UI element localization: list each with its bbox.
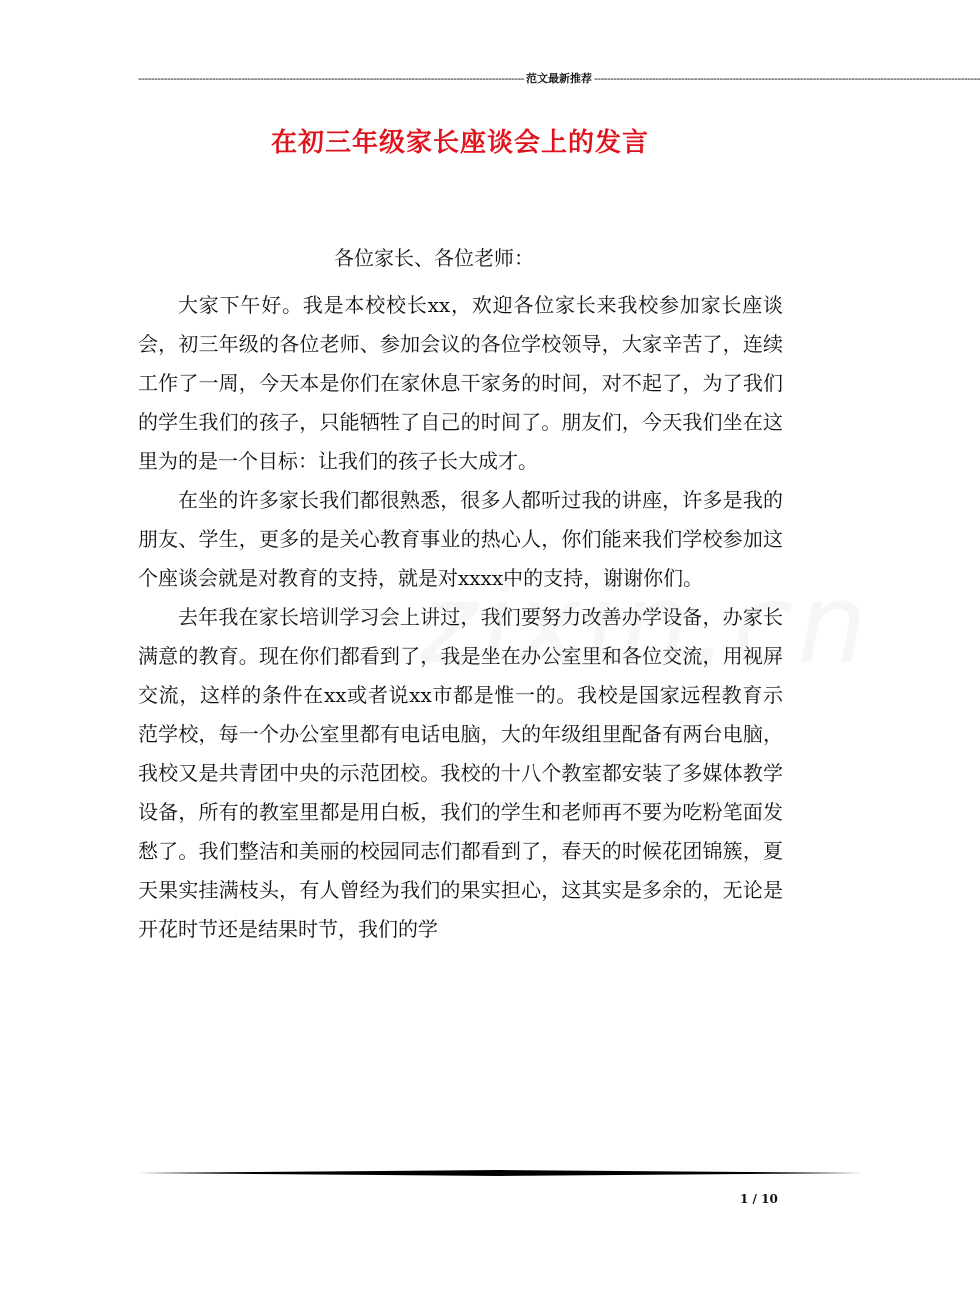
salutation: 各位家长、各位老师： — [334, 246, 534, 270]
document-title: 在初三年级家长座谈会上的发言 — [270, 128, 649, 158]
footer-rule — [138, 1170, 863, 1176]
document-body — [138, 286, 783, 949]
footer-rule-line — [138, 1170, 863, 1176]
paragraph: 大家下午好。我是本校校长xx，欢迎各位家长来我校参加家长座谈会，初三年级的各位老师、参加会议的各位学校领导，大家辛苦了，连续工作了一周，今天本是你们在家休息干家务的时间，对不起了，为了我们的学生我们的孩子，只能牺牲了自己的时间了。朋友们，今天我们坐在这里为的是一个目标：让我们的孩子长大成才。 — [138, 293, 783, 473]
page-number: 1 / 10 — [740, 1192, 778, 1206]
header-label: 范文最新推荐 — [526, 72, 593, 85]
header-rule — [138, 70, 980, 88]
paragraph: 在坐的许多家长我们都很熟悉，很多人都听过我的讲座，许多是我的朋友、学生，更多的是关心教育事业的热心人，你们能来我们学校参加这个座谈会就是对教育的支持，就是对xxxx中的支持，谢谢你们。 — [138, 488, 783, 590]
paragraph: 去年我在家长培训学习会上讲过，我们要努力改善办学设备，办家长满意的教育。现在你们都看到了，我是坐在办公室里和各位交流，用视屏交流，这样的条件在xx或者说xx市都是惟一的。我校是国家远程教育示范学校，每一个办公室里都有电话电脑，大的年级组里配备有两台电脑，我校又是共青团中央的示范团校。我校的十八个教室都安装了多媒体教学设备，所有的教室里都是用白板，我们的学生和老师再不要为吃粉笔面发愁了。我们整洁和美丽的校园同志们都看到了，春天的时候花团锦簇，夏天果实挂满枝头，有人曾经为我们的果实担心，这其实是多余的，无论是开花时节还是结果时节，我们的学 — [138, 605, 783, 941]
header-dashes-right: ------------------------------------------------------------------------------------------------------------------------ — [594, 72, 980, 85]
header-dashes-left: ------------------------------------------------------------------------------------------------------------------------ — [138, 72, 525, 85]
